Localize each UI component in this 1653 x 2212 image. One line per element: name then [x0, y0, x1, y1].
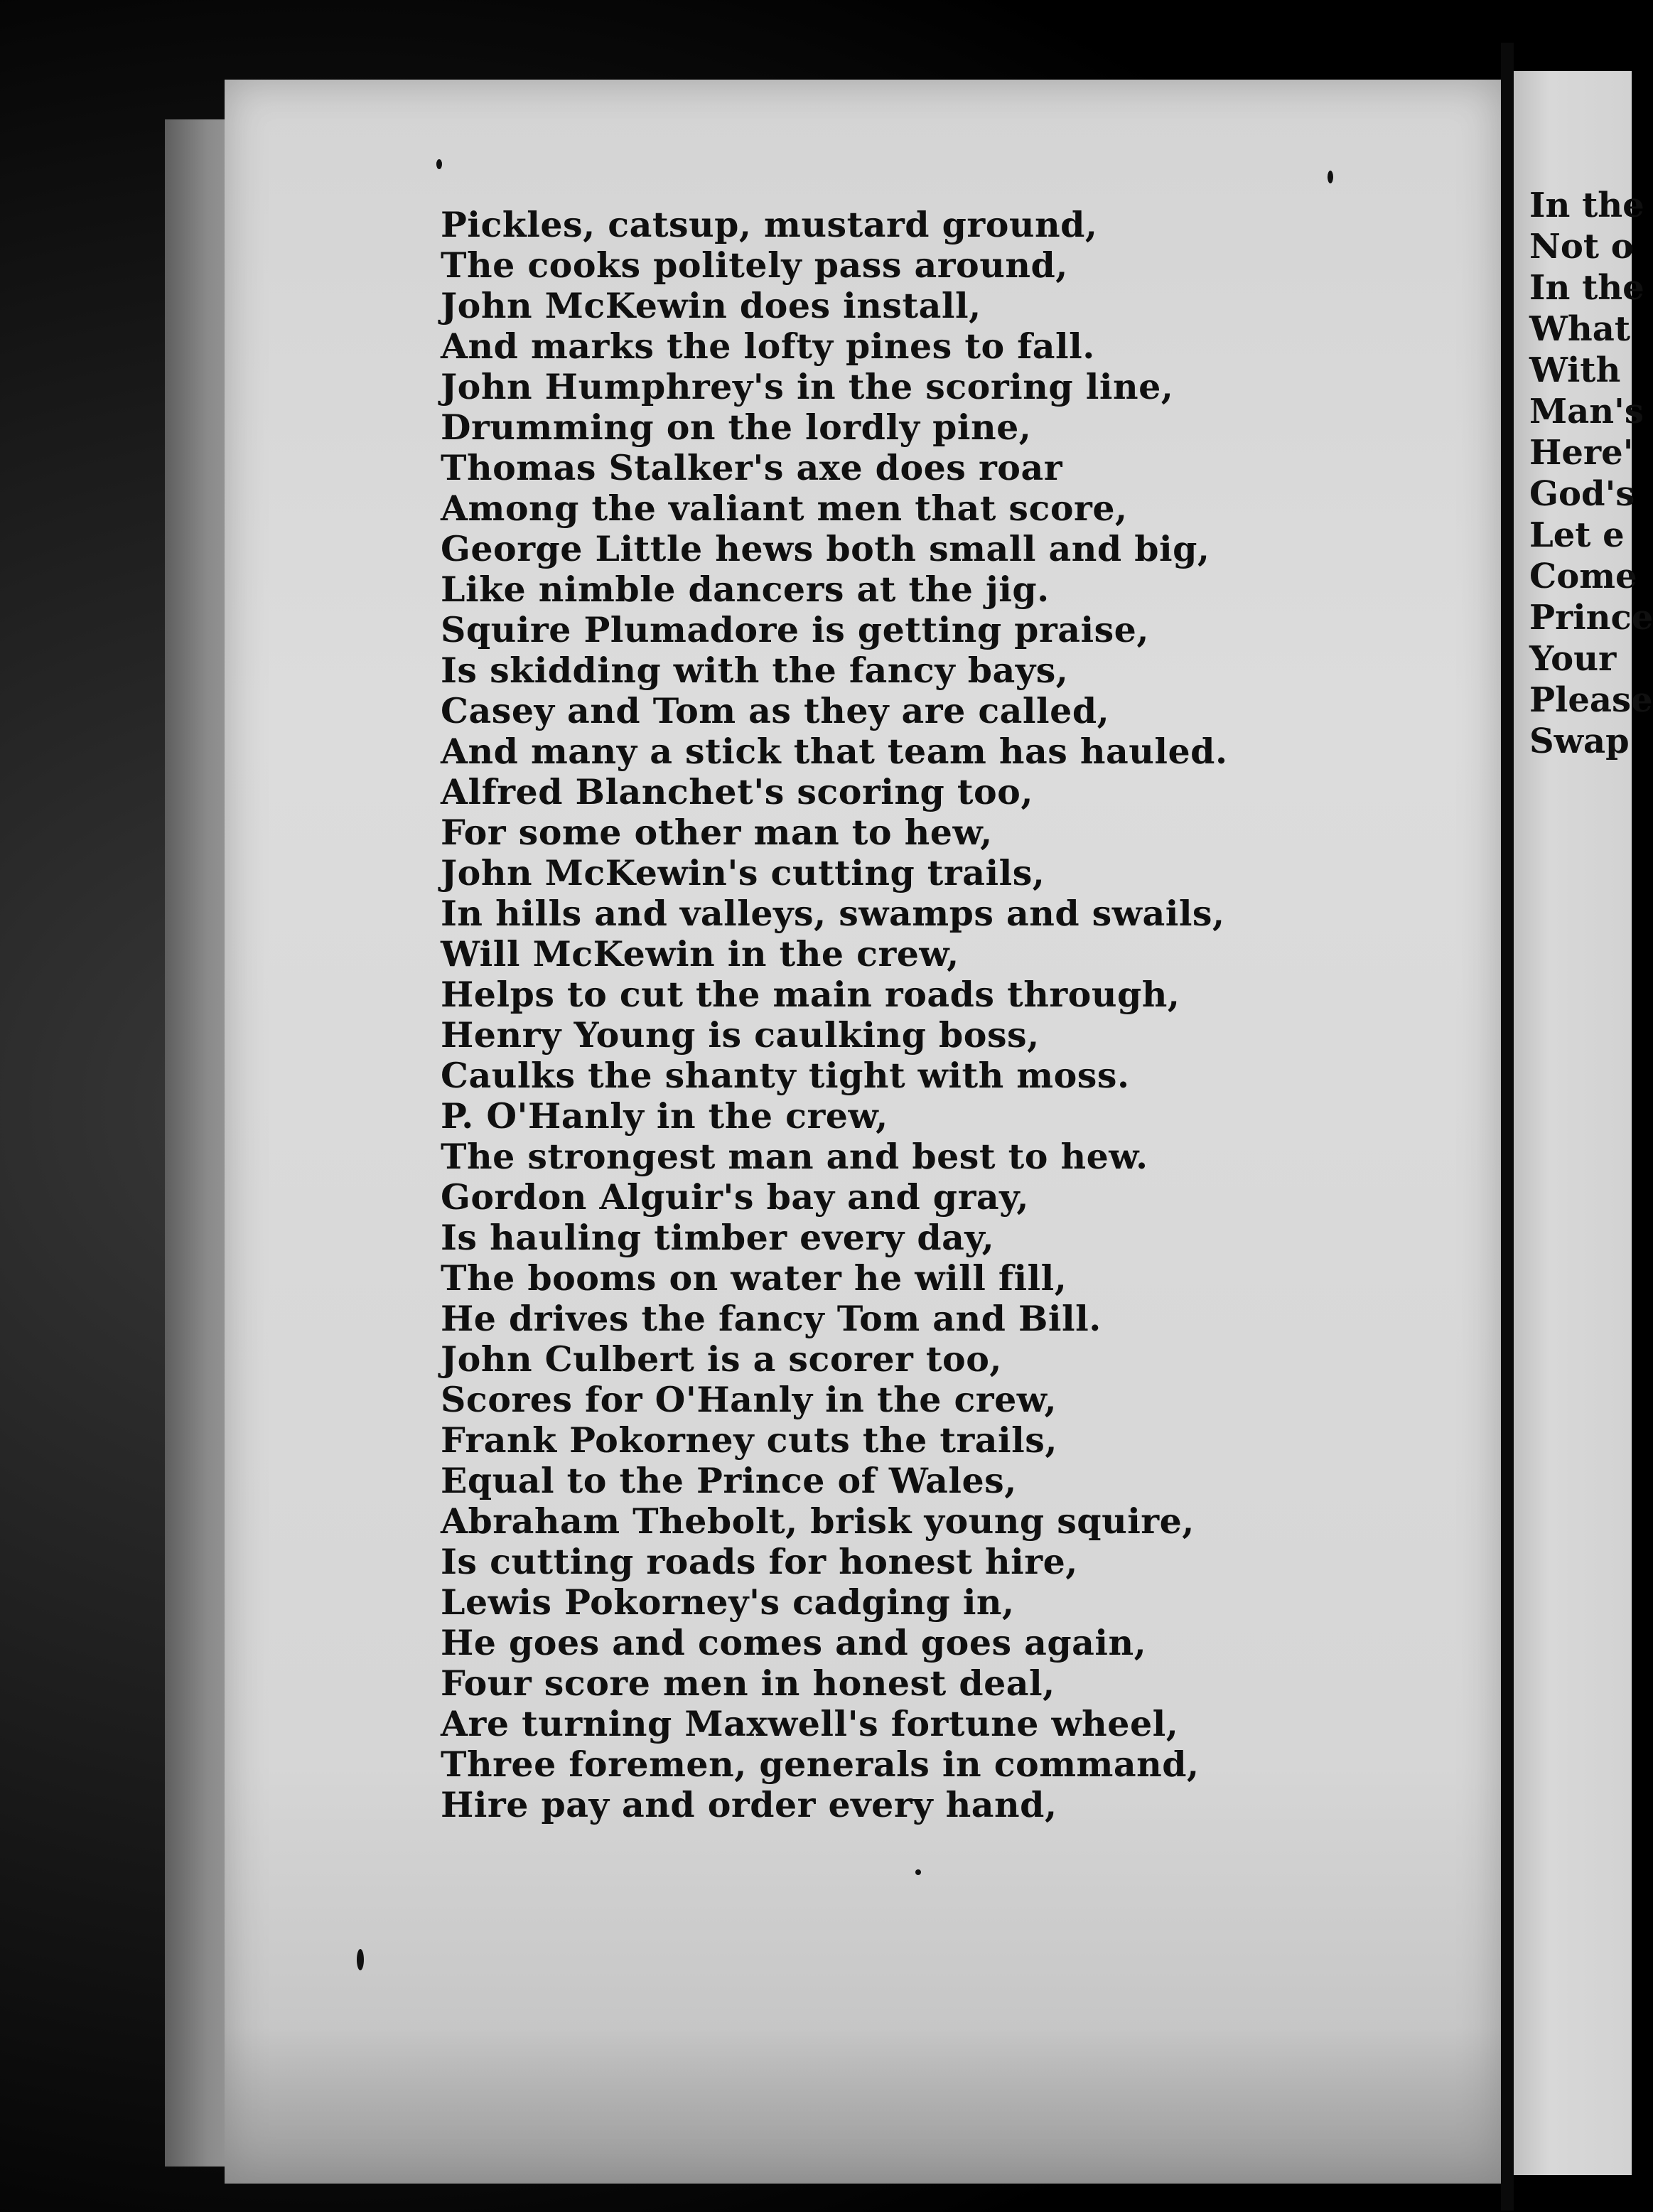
poem-line: Lewis Pokorney's cadging in,: [441, 1582, 1015, 1623]
ink-speck: [915, 1869, 921, 1875]
right-page-line: Come: [1529, 557, 1637, 596]
right-page-line: In the: [1529, 268, 1644, 308]
poem-line: Drumming on the lordly pine,: [441, 407, 1032, 448]
poem-line: Among the valiant men that score,: [441, 488, 1128, 529]
right-page: [1514, 71, 1653, 2175]
poem-line: Squire Plumadore is getting praise,: [441, 609, 1149, 650]
poem-text: [441, 205, 1228, 1825]
ink-speck: [1328, 171, 1333, 183]
poem-line: John McKewin does install,: [441, 285, 981, 326]
poem-line: He goes and comes and goes again,: [441, 1622, 1147, 1663]
poem-line: John McKewin's cutting trails,: [441, 852, 1045, 893]
poem-line: He drives the fancy Tom and Bill.: [441, 1298, 1102, 1339]
poem-line: Caulks the shanty tight with moss.: [441, 1055, 1130, 1096]
right-page-line: Let e: [1529, 515, 1625, 555]
poem-line: Pickles, catsup, mustard ground,: [441, 204, 1098, 245]
poem-line: And marks the lofty pines to fall.: [441, 326, 1095, 367]
poem-line: John Culbert is a scorer too,: [441, 1338, 1002, 1380]
poem-line: Three foremen, generals in command,: [441, 1744, 1200, 1785]
poem-line: George Little hews both small and big,: [441, 528, 1210, 569]
poem-line: Helps to cut the main roads through,: [441, 974, 1180, 1015]
poem-line: For some other man to hew,: [441, 812, 993, 853]
poem-line: The booms on water he will fill,: [441, 1257, 1067, 1299]
binding-gutter: [1501, 43, 1514, 2211]
right-page-line: Man's: [1529, 392, 1644, 431]
page-bottom-shading: [225, 2027, 1501, 2184]
poem-line: Casey and Tom as they are called,: [441, 690, 1110, 731]
right-page-text: [1529, 185, 1653, 762]
poem-line: The cooks politely pass around,: [441, 245, 1068, 286]
poem-line: Four score men in honest deal,: [441, 1663, 1055, 1704]
poem-line: Alfred Blanchet's scoring too,: [441, 771, 1033, 812]
poem-line: Is cutting roads for honest hire,: [441, 1541, 1078, 1582]
poem-line: Hire pay and order every hand,: [441, 1784, 1057, 1825]
poem-line: P. O'Hanly in the crew,: [441, 1095, 888, 1137]
right-page-line: Please: [1529, 680, 1653, 720]
poem-line: Is hauling timber every day,: [441, 1217, 995, 1258]
right-page-line: In the: [1529, 186, 1644, 225]
poem-line: Abraham Thebolt, brisk young squire,: [441, 1500, 1195, 1542]
poem-line: Is skidding with the fancy bays,: [441, 650, 1069, 691]
poem-line: Frank Pokorney cuts the trails,: [441, 1419, 1057, 1461]
right-page-line: Swap: [1529, 721, 1630, 761]
right-page-line: Here': [1529, 433, 1634, 473]
right-page-line: Your: [1529, 639, 1617, 679]
right-page-line: What: [1529, 309, 1631, 349]
right-page-line: Prince: [1529, 598, 1653, 638]
poem-line: John Humphrey's in the scoring line,: [441, 366, 1174, 407]
poem-line: Are turning Maxwell's fortune wheel,: [441, 1703, 1179, 1744]
right-page-line: God's: [1529, 474, 1635, 514]
poem-line: Scores for O'Hanly in the crew,: [441, 1379, 1057, 1420]
right-page-line: With: [1529, 350, 1621, 390]
poem-line: Henry Young is caulking boss,: [441, 1014, 1040, 1056]
poem-line: Thomas Stalker's axe does roar: [441, 447, 1063, 488]
poem-line: Gordon Alguir's bay and gray,: [441, 1176, 1029, 1218]
ink-speck: [357, 1949, 364, 1970]
poem-line: Equal to the Prince of Wales,: [441, 1460, 1017, 1501]
poem-line: And many a stick that team has hauled.: [441, 731, 1228, 772]
ink-speck: [436, 159, 442, 169]
poem-line: Will McKewin in the crew,: [441, 933, 959, 975]
poem-line: In hills and valleys, swamps and swails,: [441, 893, 1225, 934]
poem-line: The strongest man and best to hew.: [441, 1136, 1148, 1177]
poem-line: Like nimble dancers at the jig.: [441, 569, 1050, 610]
right-page-line: Not o: [1529, 227, 1634, 267]
